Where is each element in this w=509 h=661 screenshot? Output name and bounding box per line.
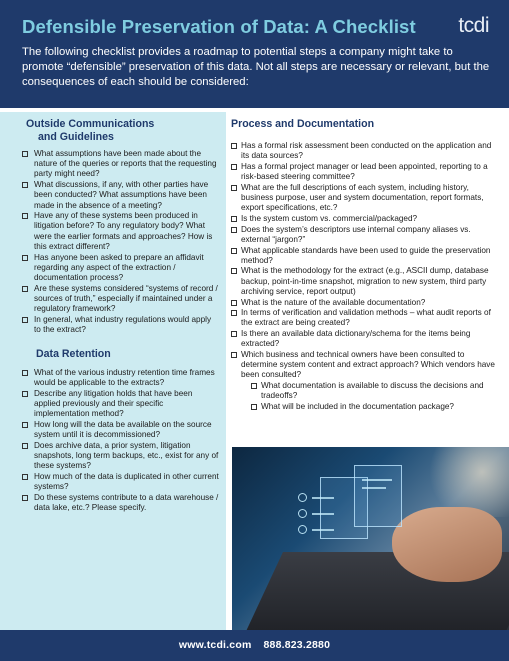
vendor-sub-list — [241, 381, 501, 412]
checkbox-icon — [251, 404, 257, 410]
data-retention-heading: Data Retention — [36, 348, 111, 361]
list-item: What is the methodology for the extract (e.g., ASCII dump, database backup, point-in-time snapshot, migration to new system, third party archiving service, report output) — [231, 266, 501, 297]
hologram-document — [354, 465, 402, 527]
laptop-checklist-photo — [232, 447, 509, 630]
hologram-line — [362, 487, 386, 489]
hologram-line — [312, 513, 334, 515]
checkbox-icon — [231, 268, 237, 274]
list-item: Are these systems considered “systems of record / sources of truth,” especially if maintained under a regulatory framework? — [22, 284, 220, 315]
checkbox-icon — [22, 255, 28, 261]
checkbox-icon — [231, 331, 237, 337]
list-item: Describe any litigation holds that have been applied previously and their specific implementation method? — [22, 389, 220, 420]
process-documentation-list — [226, 141, 509, 412]
list-item: Is the system custom vs. commercial/packaged? — [231, 214, 501, 224]
checkbox-icon — [231, 143, 237, 149]
checkbox-icon — [231, 300, 237, 306]
list-item: Do these systems contribute to a data warehouse / data lake, etc.? Please specify. — [22, 493, 220, 513]
list-item: Does the system’s descriptors use internal company aliases vs. external “jargon?” — [231, 225, 501, 245]
list-item: How long will the data be available on the source system until it is decommissioned? — [22, 420, 220, 440]
hologram-line — [362, 479, 392, 481]
sub-list-item: What documentation is available to discuss the decisions and tradeoffs? — [251, 381, 493, 401]
list-item: In general, what industry regulations would apply to the extract? — [22, 315, 220, 335]
tcdi-logo: tcdi — [458, 14, 489, 37]
checkbox-icon — [231, 310, 237, 316]
checkbox-icon — [22, 422, 28, 428]
outside-communications-list — [0, 149, 226, 335]
checkbox-icon — [22, 182, 28, 188]
checkbox-icon — [22, 495, 28, 501]
hologram-line — [312, 529, 334, 531]
checkbox-icon — [22, 474, 28, 480]
checkbox-icon — [22, 370, 28, 376]
checkbox-icon — [22, 286, 28, 292]
checkbox-icon — [231, 227, 237, 233]
footer-bar — [0, 630, 509, 661]
checkbox-icon — [231, 352, 237, 358]
hand-shape — [392, 507, 502, 582]
checkbox-icon — [22, 317, 28, 323]
left-column — [0, 112, 226, 630]
hologram-line — [312, 497, 334, 499]
list-item: What are the full descriptions of each system, including history, business purpose, user and system documentation, report formats, export specifications, etc.? — [231, 183, 501, 214]
checkbox-icon — [22, 443, 28, 449]
check-circle-icon — [298, 525, 307, 534]
website-link[interactable]: www.tcdi.com — [178, 639, 252, 651]
checkbox-icon — [231, 248, 237, 254]
list-item: In terms of verification and validation methods – what audit reports of the extract are being created? — [231, 308, 501, 328]
phone-number: 888.823.2880 — [263, 639, 331, 651]
list-item: Has a formal project manager or lead been appointed, reporting to a risk-based steering committee? — [231, 162, 501, 182]
page-title: Defensible Preservation of Data: A Checklist — [22, 16, 416, 37]
list-item: What discussions, if any, with other parties have been conducted? What assumptions have been made in the absence of a meeting? — [22, 180, 220, 211]
list-item: What is the nature of the available documentation? — [231, 298, 501, 308]
list-item: How much of the data is duplicated in other current systems? — [22, 472, 220, 492]
data-retention-list — [0, 368, 226, 513]
check-circle-icon — [298, 493, 307, 502]
list-item: What of the various industry retention time frames would be applicable to the extracts? — [22, 368, 220, 388]
list-item: What assumptions have been made about the nature of the queries or reports that the requesting party might need? — [22, 149, 220, 180]
sub-list-item: What will be included in the documentation package? — [251, 402, 493, 412]
outside-communications-heading: Outside Communications and Guidelines — [26, 118, 155, 143]
checkbox-icon — [231, 185, 237, 191]
header-banner — [0, 0, 509, 108]
list-item: What applicable standards have been used to guide the preservation method? — [231, 246, 501, 266]
process-documentation-heading: Process and Documentation — [231, 118, 375, 130]
list-item: Has a formal risk assessment been conducted on the application and its data sources? — [231, 141, 501, 161]
checkbox-icon — [231, 164, 237, 170]
checkbox-icon — [22, 151, 28, 157]
intro-paragraph: The following checklist provides a roadmap to potential steps a company might take to promote “defensible” preservation of this data. Not all steps are necessary or relevant, but the consequences of each should be considered: — [22, 46, 490, 89]
list-item: Has anyone been asked to prepare an affidavit regarding any aspect of the extraction / documentation process? — [22, 253, 220, 284]
checkbox-icon — [22, 391, 28, 397]
list-item: Does archive data, a prior system, litigation snapshots, long term backups, etc., exist for any of these systems? — [22, 441, 220, 472]
checkbox-icon — [22, 213, 28, 219]
list-item: Have any of these systems been produced in litigation before? To any regulatory body? What were the earlier formats and approaches? How is this extract different? — [22, 211, 220, 252]
list-item: Which business and technical owners have been consulted to determine system content and extract approach? Which vendors have been consulted? What documentation is available to discuss the decisions and tradeoffs? What will be included in the documentation package? — [231, 350, 501, 412]
check-circle-icon — [298, 509, 307, 518]
list-item: Is there an available data dictionary/schema for the items being extracted? — [231, 329, 501, 349]
checkbox-icon — [251, 383, 257, 389]
checkbox-icon — [231, 216, 237, 222]
